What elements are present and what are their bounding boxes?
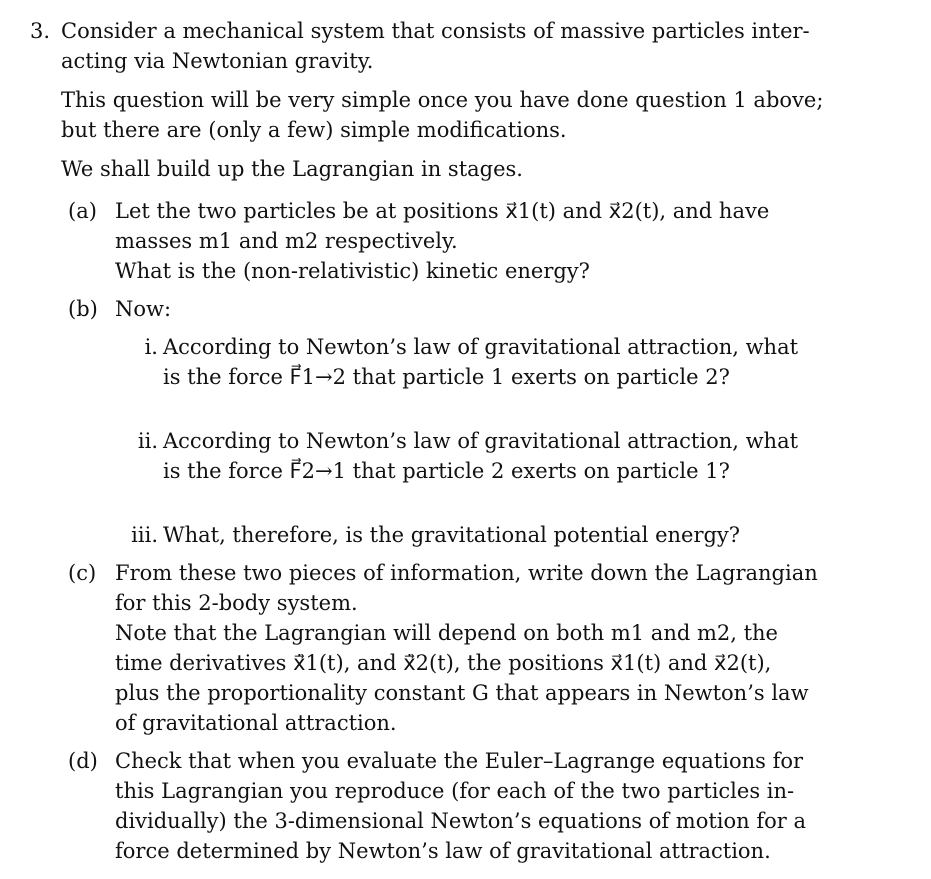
part-b-ii <box>127 426 891 486</box>
problem-simple-line-1: This question will be very simple once you have done question 1 above; <box>61 88 824 112</box>
part-a-line-2: masses m1 and m2 respectively. <box>115 229 458 253</box>
part-a <box>68 196 891 286</box>
part-b-label: (b) <box>68 297 98 321</box>
part-c-line-1: From these two pieces of information, write down the Lagrangian <box>115 561 818 585</box>
part-b-ii-line-1: According to Newton’s law of gravitational attraction, what <box>163 429 799 453</box>
part-b <box>68 294 891 550</box>
part-b-iii-label: iii. <box>131 523 158 547</box>
part-b-i-line-2: is the force F⃗1→2 that particle 1 exerts on particle 2? <box>163 365 730 389</box>
part-a-line-1: Let the two particles be at positions x⃗1(t) and x⃗2(t), and have <box>115 199 770 223</box>
part-d <box>68 746 891 866</box>
part-b-i-line-1: According to Newton’s law of gravitational attraction, what <box>163 335 799 359</box>
part-b-i-label: i. <box>144 335 158 359</box>
part-b-i <box>127 332 891 392</box>
problem-number: 3. <box>30 19 51 43</box>
part-d-label: (d) <box>68 749 98 773</box>
part-d-line-2: this Lagrangian you reproduce (for each of the two particles in- <box>115 779 795 803</box>
part-b-iii-line-1: What, therefore, is the gravitational potential energy? <box>163 523 741 547</box>
part-b-iii <box>127 520 891 550</box>
part-c-line-4: time derivatives x⃗̇1(t), and x⃗̇2(t), the positions x⃗1(t) and x⃗2(t), <box>115 651 772 675</box>
part-d-line-1: Check that when you evaluate the Euler–Lagrange equations for <box>115 749 804 773</box>
part-b-ii-line-2: is the force F⃗2→1 that particle 2 exerts on particle 1? <box>163 459 730 483</box>
problem-3 <box>30 16 891 866</box>
part-c-line-2: for this 2-body system. <box>115 591 358 615</box>
part-d-line-4: force determined by Newton’s law of gravitational attraction. <box>115 839 771 863</box>
problem-build-line: We shall build up the Lagrangian in stages. <box>61 157 523 181</box>
part-b-ii-label: ii. <box>137 429 158 453</box>
subparts-list <box>68 196 891 866</box>
problem-simple-line-2: but there are (only a few) simple modifications. <box>61 118 567 142</box>
part-a-line-3: What is the (non-relativistic) kinetic energy? <box>115 259 590 283</box>
problem-intro-line-2: acting via Newtonian gravity. <box>61 49 374 73</box>
part-a-label: (a) <box>68 199 97 223</box>
part-c-line-5: plus the proportionality constant G that appears in Newton’s law <box>115 681 809 705</box>
part-c-line-3: Note that the Lagrangian will depend on both m1 and m2, the <box>115 621 778 645</box>
part-c-label: (c) <box>68 561 97 585</box>
problem-intro-line-1: Consider a mechanical system that consists of massive particles inter- <box>61 19 810 43</box>
part-b-line-1: Now: <box>115 297 172 321</box>
part-b-subparts <box>127 332 891 550</box>
part-d-line-3: dividually) the 3-dimensional Newton’s equations of motion for a <box>115 809 807 833</box>
part-c-line-6: of gravitational attraction. <box>115 711 397 735</box>
part-c <box>68 558 891 738</box>
